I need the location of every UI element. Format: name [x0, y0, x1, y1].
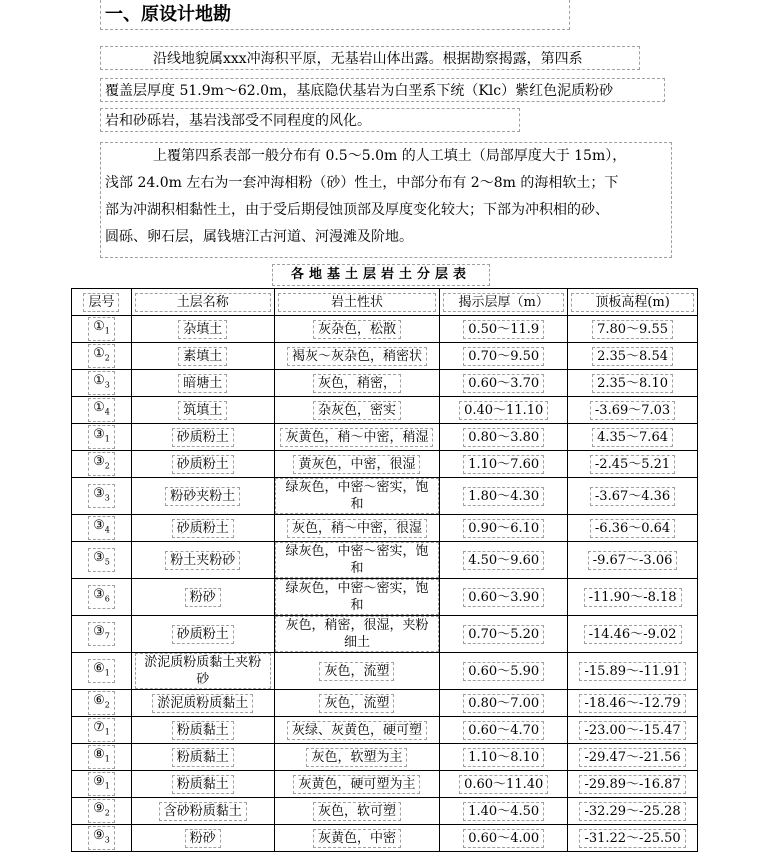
cell-layer-no: $⑥_2$ [72, 690, 132, 717]
cell-thick: 0.60～4.00 [440, 825, 568, 852]
table-row [72, 616, 698, 653]
paragraph2 [100, 142, 672, 258]
cell-layer-no: $③_7$ [72, 616, 132, 653]
table-row [72, 424, 698, 451]
cell-desc: 灰黄色，硬可塑为主 [274, 771, 440, 798]
paragraph2-line4: 圆砾、卵石层，属钱塘江古河道、河漫滩及阶地。 [105, 229, 413, 245]
table-title: 各地基土层岩土分层表 [272, 264, 490, 286]
cell-name: 粉砂夹粉土 [131, 478, 274, 515]
cell-desc: 灰黄色，稍～中密，稍湿 [274, 424, 440, 451]
header-layer-no: 层号 [72, 289, 132, 316]
section-title: 一、原设计地勘 [100, 0, 570, 30]
cell-thick: 4.50～9.60 [440, 542, 568, 579]
cell-top: -15.89～-11.91 [568, 653, 698, 690]
paragraph2-line2: 浅部 24.0m 左右为一套冲海相粉（砂）性土，中部分布有 2～8m 的海相软土；下 [105, 175, 619, 191]
cell-desc: 灰色，流塑 [274, 653, 440, 690]
cell-name: 砂质粉土 [131, 451, 274, 478]
cell-top: -3.69～7.03 [568, 397, 698, 424]
cell-thick: 1.10～8.10 [440, 744, 568, 771]
table-row [72, 771, 698, 798]
cell-desc: 灰色，稍～中密，很湿 [274, 515, 440, 542]
cell-thick: 1.10～7.60 [440, 451, 568, 478]
cell-top: -14.46～-9.02 [568, 616, 698, 653]
soil-layer-table [71, 288, 698, 852]
cell-name: 砂质粉土 [131, 616, 274, 653]
cell-thick: 0.70～5.20 [440, 616, 568, 653]
cell-desc: 灰色，流塑 [274, 690, 440, 717]
cell-desc: 灰色，软塑为主 [274, 744, 440, 771]
cell-layer-no: $③_1$ [72, 424, 132, 451]
cell-layer-no: $⑨_1$ [72, 771, 132, 798]
cell-layer-no: $③_3$ [72, 478, 132, 515]
cell-layer-no: $①_1$ [72, 316, 132, 343]
cell-top: -29.89～-16.87 [568, 771, 698, 798]
table-row [72, 744, 698, 771]
cell-desc: 褐灰～灰杂色，稍密状 [274, 343, 440, 370]
cell-name: 淤泥质粉质黏土 [131, 690, 274, 717]
table-row [72, 451, 698, 478]
table-row [72, 370, 698, 397]
cell-thick: 0.80～7.00 [440, 690, 568, 717]
table-row [72, 316, 698, 343]
cell-top: -29.47～-21.56 [568, 744, 698, 771]
cell-desc: 绿灰色，中密～密实，饱和 [274, 542, 440, 579]
paragraph1-line1: 沿线地貌属xxx冲海积平原，无基岩山体出露。根据勘察揭露，第四系 [100, 46, 640, 70]
cell-layer-no: $①_4$ [72, 397, 132, 424]
cell-thick: 0.40～11.10 [440, 397, 568, 424]
cell-desc: 灰色，稍密，很湿，夹粉细土 [274, 616, 440, 653]
cell-desc: 黄灰色，中密，很湿 [274, 451, 440, 478]
cell-layer-no: $⑧_1$ [72, 744, 132, 771]
cell-name: 杂填土 [131, 316, 274, 343]
table-row [72, 478, 698, 515]
paragraph2-line3: 部为冲湖积相黏性土，由于受后期侵蚀顶部及厚度变化较大；下部为冲积相的砂、 [105, 202, 609, 218]
cell-top: -31.22～-25.50 [568, 825, 698, 852]
cell-layer-no: $③_2$ [72, 451, 132, 478]
table-row [72, 397, 698, 424]
cell-thick: 0.70～9.50 [440, 343, 568, 370]
cell-top: -6.36～0.64 [568, 515, 698, 542]
cell-top: 2.35～8.10 [568, 370, 698, 397]
table-header-row [72, 289, 698, 316]
cell-desc: 灰色，软可塑 [274, 798, 440, 825]
cell-top: -23.00～-15.47 [568, 717, 698, 744]
cell-name: 砂质粉土 [131, 515, 274, 542]
cell-desc: 绿灰色，中密～密实，饱和 [274, 579, 440, 616]
cell-thick: 1.40～4.50 [440, 798, 568, 825]
cell-layer-no: $①_3$ [72, 370, 132, 397]
cell-thick: 0.60～11.40 [440, 771, 568, 798]
cell-desc: 灰色，稍密， [274, 370, 440, 397]
cell-top: 7.80～9.55 [568, 316, 698, 343]
cell-name: 粉质黏土 [131, 771, 274, 798]
cell-name: 粉砂 [131, 825, 274, 852]
cell-layer-no: $⑨_3$ [72, 825, 132, 852]
cell-top: 4.35～7.64 [568, 424, 698, 451]
cell-name: 淤泥质粉质黏土夹粉砂 [131, 653, 274, 690]
cell-name: 暗塘土 [131, 370, 274, 397]
table-row [72, 343, 698, 370]
cell-name: 粉质黏土 [131, 717, 274, 744]
cell-thick: 0.90～6.10 [440, 515, 568, 542]
cell-top: -32.29～-25.28 [568, 798, 698, 825]
header-soil-properties: 岩土性状 [274, 289, 440, 316]
cell-desc: 灰杂色，松散 [274, 316, 440, 343]
cell-layer-no: $③_4$ [72, 515, 132, 542]
paragraph2-line1: 上覆第四系表部一般分布有 0.5～5.0m 的人工填土（局部厚度大于 15m）， [153, 148, 627, 164]
cell-top: -11.90～-8.18 [568, 579, 698, 616]
cell-desc: 灰绿、灰黄色，硬可塑 [274, 717, 440, 744]
cell-desc: 杂灰色，密实 [274, 397, 440, 424]
paragraph1-line3: 岩和砂砾岩，基岩浅部受不同程度的风化。 [100, 108, 520, 132]
paragraph1-line2: 覆盖层厚度 51.9m～62.0m，基底隐伏基岩为白垩系下统（Klc）紫红色泥质粉砂 [100, 78, 665, 102]
cell-name: 筑填土 [131, 397, 274, 424]
header-thickness: 揭示层厚（m） [440, 289, 568, 316]
table-row [72, 798, 698, 825]
cell-layer-no: $①_2$ [72, 343, 132, 370]
cell-thick: 0.60～3.90 [440, 579, 568, 616]
cell-name: 素填土 [131, 343, 274, 370]
table-row [72, 825, 698, 852]
cell-thick: 0.80～3.80 [440, 424, 568, 451]
cell-top: 2.35～8.54 [568, 343, 698, 370]
cell-thick: 0.60～5.90 [440, 653, 568, 690]
cell-desc: 灰黄色，中密 [274, 825, 440, 852]
cell-desc: 绿灰色，中密～密实，饱和 [274, 478, 440, 515]
cell-layer-no: $⑥_1$ [72, 653, 132, 690]
table-row [72, 542, 698, 579]
cell-top: -2.45～5.21 [568, 451, 698, 478]
cell-layer-no: $③_6$ [72, 579, 132, 616]
cell-layer-no: $⑦_1$ [72, 717, 132, 744]
header-top-elevation: 顶板高程(m) [568, 289, 698, 316]
table-row [72, 579, 698, 616]
cell-name: 砂质粉土 [131, 424, 274, 451]
cell-top: -3.67～4.36 [568, 478, 698, 515]
cell-thick: 0.50～11.9 [440, 316, 568, 343]
cell-top: -9.67～-3.06 [568, 542, 698, 579]
cell-name: 粉砂 [131, 579, 274, 616]
cell-top: -18.46～-12.79 [568, 690, 698, 717]
header-soil-name: 土层名称 [131, 289, 274, 316]
cell-thick: 1.80～4.30 [440, 478, 568, 515]
cell-layer-no: $⑨_2$ [72, 798, 132, 825]
cell-thick: 0.60～3.70 [440, 370, 568, 397]
cell-name: 粉土夹粉砂 [131, 542, 274, 579]
table-row [72, 653, 698, 690]
cell-thick: 0.60～4.70 [440, 717, 568, 744]
cell-name: 粉质黏土 [131, 744, 274, 771]
cell-name: 含砂粉质黏土 [131, 798, 274, 825]
table-row [72, 515, 698, 542]
table-row [72, 717, 698, 744]
cell-layer-no: $③_5$ [72, 542, 132, 579]
table-row [72, 690, 698, 717]
